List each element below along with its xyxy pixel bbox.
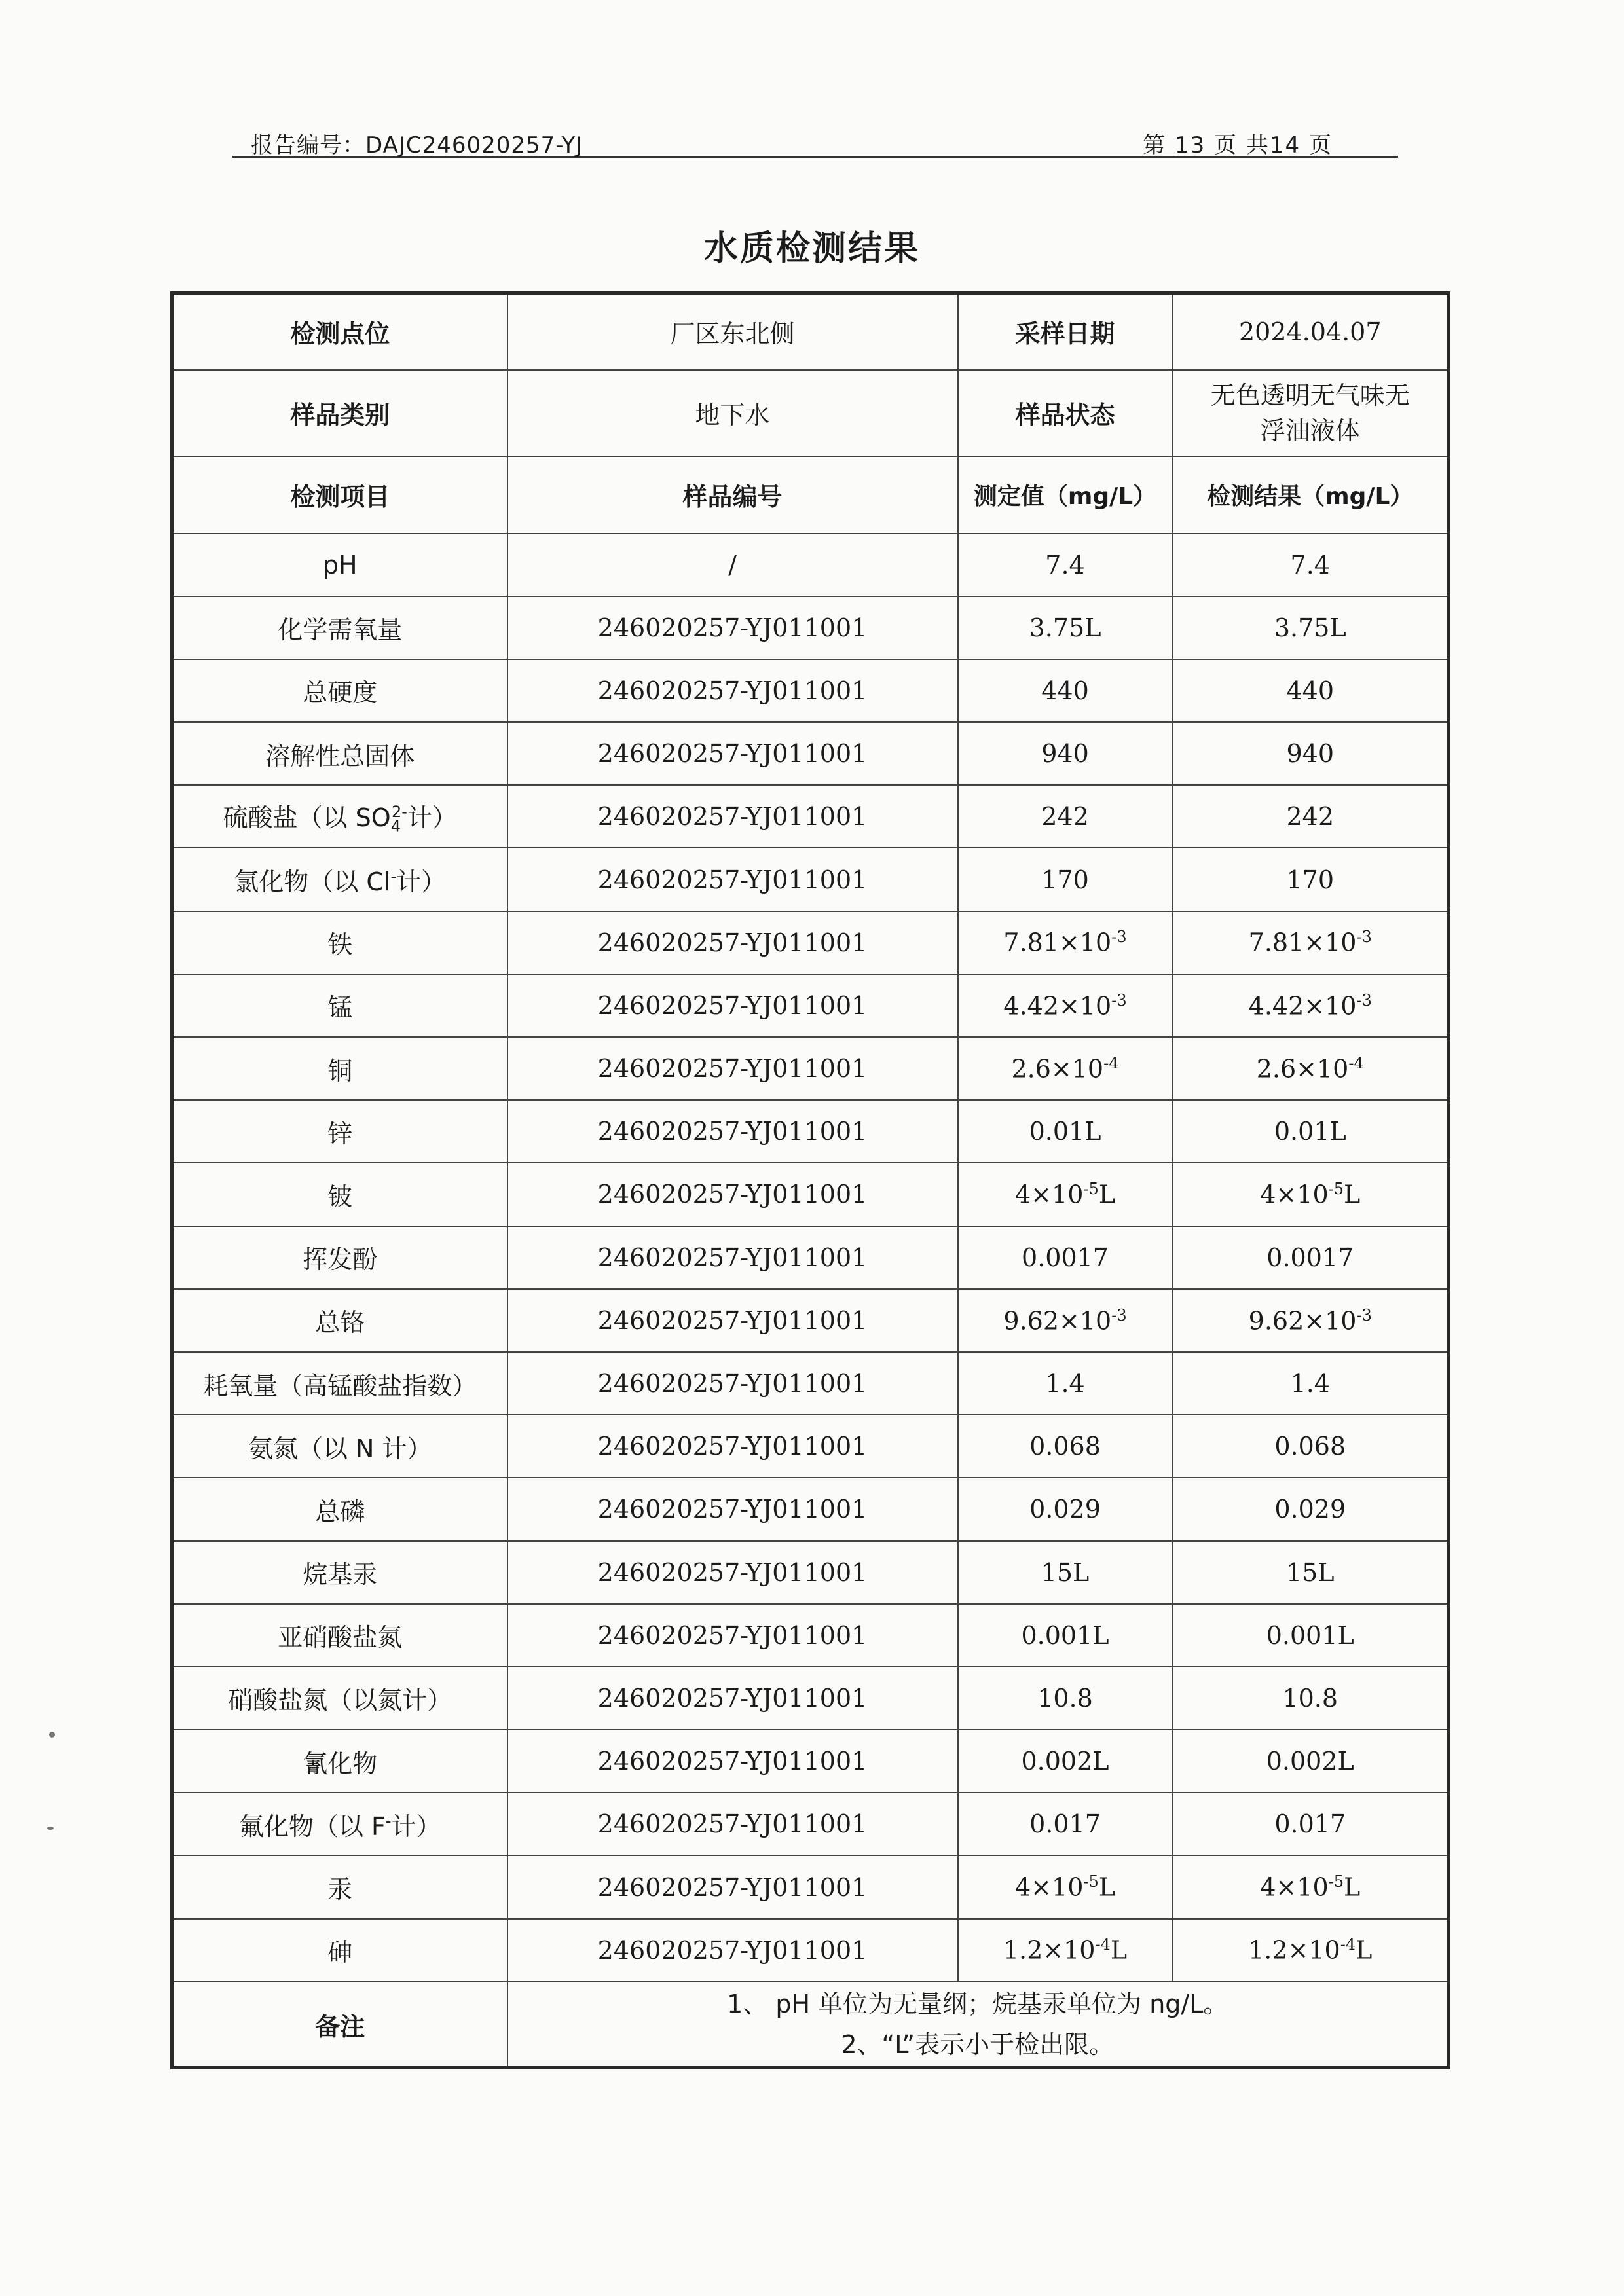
sample-no-cell: 246020257-YJ011001: [507, 1352, 958, 1415]
item-cell: [172, 1541, 507, 1604]
item-cell: [172, 1855, 507, 1918]
item-name-post: 计）: [407, 803, 457, 833]
item-name: 硝酸盐氮（以氮计）: [228, 1686, 452, 1715]
measured-value: [958, 1855, 1173, 1918]
measured-value-suffix: L: [1098, 1180, 1115, 1209]
sample-no-cell: 246020257-YJ011001: [507, 1667, 958, 1730]
sample-no-cell: 246020257-YJ011001: [507, 1100, 958, 1163]
notes-content: [507, 1982, 1449, 2068]
item-name-pre: 硫酸盐（以 SO: [223, 803, 391, 833]
measured-value: [958, 1289, 1173, 1352]
state-value: [1173, 370, 1449, 456]
measured-value: 0.0017: [958, 1226, 1173, 1289]
item-name: 砷: [327, 1938, 353, 1967]
result-value: 0.029: [1173, 1478, 1449, 1540]
item-cell: [172, 974, 507, 1037]
result-value: 940: [1173, 722, 1449, 785]
point-label: 检测点位: [172, 293, 507, 370]
measured-value: 242: [958, 785, 1173, 848]
table-row: [172, 1415, 1449, 1478]
item-name: 铍: [327, 1182, 353, 1211]
result-value: 10.8: [1173, 1667, 1449, 1730]
measured-value: 0.029: [958, 1478, 1173, 1540]
measured-value: 940: [958, 722, 1173, 785]
table-row: [172, 1037, 1449, 1100]
measured-value-exponent: -3: [1111, 1305, 1127, 1324]
point-value: 厂区东北侧: [507, 293, 958, 370]
result-value-base: 7.81×10: [1248, 928, 1357, 958]
measured-value-exponent: -3: [1111, 991, 1127, 1010]
date-value: 2024.04.07: [1173, 293, 1449, 370]
notes-label: 备注: [172, 1982, 507, 2068]
item-name: 烷基汞: [303, 1560, 378, 1590]
table-row: [172, 659, 1449, 722]
measured-value: 170: [958, 848, 1173, 911]
sample-no-cell: 246020257-YJ011001: [507, 722, 958, 785]
item-cell: [172, 722, 507, 785]
measured-value-base: 4×10: [1015, 1180, 1084, 1209]
state-value-line2: 浮油液体: [1260, 416, 1360, 445]
table-row: [172, 534, 1449, 596]
state-label: 样品状态: [958, 370, 1173, 456]
result-value: 0.002L: [1173, 1730, 1449, 1793]
sample-no-cell: 246020257-YJ011001: [507, 1855, 958, 1918]
measured-value: 0.002L: [958, 1730, 1173, 1793]
sample-no-cell: 246020257-YJ011001: [507, 974, 958, 1037]
sample-no-cell: 246020257-YJ011001: [507, 848, 958, 911]
result-value: 0.0017: [1173, 1226, 1449, 1289]
item-superscript: 2-: [391, 803, 407, 822]
measured-value: 15L: [958, 1541, 1173, 1604]
item-name: 汞: [327, 1875, 353, 1904]
measured-value-exponent: -5: [1083, 1872, 1099, 1891]
item-cell: [172, 1415, 507, 1478]
table-row: [172, 1226, 1449, 1289]
info-row-2: [172, 370, 1449, 456]
measured-value: 0.01L: [958, 1100, 1173, 1163]
measured-value: 0.068: [958, 1415, 1173, 1478]
result-value: 0.017: [1173, 1793, 1449, 1855]
type-value: 地下水: [507, 370, 958, 456]
item-cell: [172, 1730, 507, 1793]
item-cell: [172, 659, 507, 722]
sample-no-cell: 246020257-YJ011001: [507, 1289, 958, 1352]
result-value-exponent: -3: [1356, 1305, 1372, 1324]
item-cell: [172, 1667, 507, 1730]
measured-value-base: 4.42×10: [1003, 991, 1112, 1021]
item-superscript: -: [385, 1812, 392, 1831]
item-cell: [172, 1163, 507, 1226]
sample-no-cell: 246020257-YJ011001: [507, 911, 958, 974]
result-value: [1173, 1289, 1449, 1352]
type-label: 样品类别: [172, 370, 507, 456]
measured-value: [958, 1163, 1173, 1226]
item-cell: [172, 1919, 507, 1982]
result-value: 0.01L: [1173, 1100, 1449, 1163]
table-row: [172, 722, 1449, 785]
page-header: [232, 126, 1398, 158]
result-value: [1173, 974, 1449, 1037]
item-name-pre: 氯化物（以 Cl: [234, 867, 391, 897]
page-title: 水质检测结果: [703, 229, 920, 268]
measured-value-exponent: -5: [1083, 1180, 1099, 1199]
result-value-exponent: -4: [1340, 1935, 1356, 1954]
item-name: 铜: [327, 1056, 353, 1085]
item-cell: [172, 911, 507, 974]
result-value-exponent: -4: [1348, 1053, 1364, 1072]
measured-value-base: 4×10: [1015, 1872, 1084, 1902]
item-name: 挥发酚: [303, 1245, 378, 1275]
measured-value: 10.8: [958, 1667, 1173, 1730]
result-value-base: 9.62×10: [1248, 1306, 1357, 1336]
item-name: 化学需氧量: [278, 615, 403, 645]
item-name: 总磷: [315, 1497, 365, 1526]
measured-value-base: 2.6×10: [1011, 1054, 1104, 1084]
result-value: 170: [1173, 848, 1449, 911]
table-row: [172, 974, 1449, 1037]
item-name-post: 计）: [396, 867, 447, 897]
item-name: 氰化物: [303, 1749, 378, 1778]
table-row: [172, 1352, 1449, 1415]
table-row: [172, 1541, 1449, 1604]
column-measured: 测定值（mg/L）: [958, 456, 1173, 534]
measured-value: 3.75L: [958, 596, 1173, 659]
state-value-line1: 无色透明无气味无: [1210, 380, 1410, 410]
table-row: [172, 596, 1449, 659]
item-name: 溶解性总固体: [265, 741, 415, 771]
measured-value: [958, 1919, 1173, 1982]
result-value-base: 4×10: [1260, 1180, 1329, 1209]
measured-value-suffix: L: [1098, 1872, 1115, 1902]
notes-row: [172, 1982, 1449, 2068]
sample-no-cell: 246020257-YJ011001: [507, 659, 958, 722]
result-value-suffix: L: [1356, 1936, 1373, 1965]
info-row-1: [172, 293, 1449, 370]
item-cell: [172, 534, 507, 596]
result-value: 440: [1173, 659, 1449, 722]
item-cell: [172, 1226, 507, 1289]
scan-speck: [49, 1732, 55, 1738]
sample-no-cell: 246020257-YJ011001: [507, 1163, 958, 1226]
measured-value: 0.001L: [958, 1604, 1173, 1667]
result-value: 0.068: [1173, 1415, 1449, 1478]
sample-no-cell: 246020257-YJ011001: [507, 1037, 958, 1100]
measured-value-exponent: -4: [1095, 1935, 1111, 1954]
item-cell: [172, 596, 507, 659]
table-row: [172, 1289, 1449, 1352]
result-value: [1173, 911, 1449, 974]
item-name: 总铬: [315, 1308, 365, 1338]
measured-value: 440: [958, 659, 1173, 722]
result-value: [1173, 1855, 1449, 1918]
measured-value: 0.017: [958, 1793, 1173, 1855]
measured-value: 7.4: [958, 534, 1173, 596]
table-row: [172, 1478, 1449, 1540]
item-cell: [172, 1037, 507, 1100]
item-name: 锌: [327, 1119, 353, 1148]
report-number: 报告编号：DAJC246020257-YJ: [251, 132, 583, 158]
table-row: [172, 848, 1449, 911]
measured-value-exponent: -4: [1103, 1053, 1119, 1072]
result-value: 3.75L: [1173, 596, 1449, 659]
result-value-exponent: -3: [1356, 928, 1372, 947]
result-value-base: 4.42×10: [1248, 991, 1357, 1021]
sample-no-cell: 246020257-YJ011001: [507, 1919, 958, 1982]
result-value-exponent: -3: [1356, 991, 1372, 1010]
result-value: [1173, 1163, 1449, 1226]
result-value-base: 1.2×10: [1248, 1936, 1340, 1965]
measured-value-exponent: -3: [1111, 928, 1127, 947]
measured-value: [958, 1037, 1173, 1100]
item-cell: [172, 848, 507, 911]
table-row: [172, 1855, 1449, 1918]
result-value: [1173, 1037, 1449, 1100]
measured-value-base: 7.81×10: [1003, 928, 1112, 958]
column-header-row: [172, 456, 1449, 534]
result-value: 7.4: [1173, 534, 1449, 596]
table-row: [172, 1919, 1449, 1982]
table-row: [172, 1604, 1449, 1667]
result-value-exponent: -5: [1328, 1872, 1344, 1891]
result-value-base: 2.6×10: [1256, 1054, 1349, 1084]
column-item: 检测项目: [172, 456, 507, 534]
sample-no-cell: 246020257-YJ011001: [507, 1604, 958, 1667]
sample-no-cell: /: [507, 534, 958, 596]
result-value-suffix: L: [1344, 1180, 1361, 1209]
date-label: 采样日期: [958, 293, 1173, 370]
page-number: 第 13 页 共14 页: [1143, 132, 1333, 158]
result-value: [1173, 1919, 1449, 1982]
note-line-2: 2、“L”表示小于检出限。: [841, 2030, 1115, 2060]
item-cell: [172, 1478, 507, 1540]
item-subscript: 4: [390, 817, 401, 836]
sample-no-cell: 246020257-YJ011001: [507, 1541, 958, 1604]
item-name: pH: [322, 550, 358, 579]
sample-no-cell: 246020257-YJ011001: [507, 1226, 958, 1289]
item-cell: [172, 1289, 507, 1352]
item-name-pre: 氟化物（以 F: [238, 1812, 386, 1841]
item-cell: [172, 1100, 507, 1163]
item-cell: [172, 785, 507, 848]
result-value: 1.4: [1173, 1352, 1449, 1415]
result-value: 242: [1173, 785, 1449, 848]
measured-value: 1.4: [958, 1352, 1173, 1415]
results-table: [170, 291, 1450, 2069]
sample-no-cell: 246020257-YJ011001: [507, 1415, 958, 1478]
item-superscript: -: [390, 867, 397, 886]
item-name: 氨氮（以 N 计）: [248, 1434, 432, 1463]
result-value-exponent: -5: [1328, 1180, 1344, 1199]
result-value: 15L: [1173, 1541, 1449, 1604]
table-row: [172, 911, 1449, 974]
table-row: [172, 1667, 1449, 1730]
sample-no-cell: 246020257-YJ011001: [507, 1730, 958, 1793]
sample-no-cell: 246020257-YJ011001: [507, 1478, 958, 1540]
measured-value: [958, 974, 1173, 1037]
measured-value-base: 9.62×10: [1003, 1306, 1112, 1336]
item-name: 铁: [327, 930, 353, 960]
table-row: [172, 1163, 1449, 1226]
table-row: [172, 1793, 1449, 1855]
scan-speck: [47, 1827, 54, 1830]
item-cell: [172, 1604, 507, 1667]
sample-no-cell: 246020257-YJ011001: [507, 1793, 958, 1855]
note-line-1: 1、 pH 单位为无量纲；烷基汞单位为 ng/L。: [727, 1990, 1228, 2019]
result-value-suffix: L: [1344, 1872, 1361, 1902]
measured-value-suffix: L: [1110, 1936, 1128, 1965]
column-result: 检测结果（mg/L）: [1173, 456, 1449, 534]
item-cell: [172, 1352, 507, 1415]
item-name: 总硬度: [303, 678, 378, 708]
table-row: [172, 785, 1449, 848]
item-cell: [172, 1793, 507, 1855]
item-name-post: 计）: [391, 1812, 441, 1841]
measured-value-base: 1.2×10: [1003, 1936, 1096, 1965]
measured-value: [958, 911, 1173, 974]
item-name: 亚硝酸盐氮: [278, 1623, 403, 1652]
table-row: [172, 1730, 1449, 1793]
column-sample-no: 样品编号: [507, 456, 958, 534]
result-value-base: 4×10: [1260, 1872, 1329, 1902]
sample-no-cell: 246020257-YJ011001: [507, 785, 958, 848]
result-value: 0.001L: [1173, 1604, 1449, 1667]
table-row: [172, 1100, 1449, 1163]
item-name: 锰: [327, 993, 353, 1023]
sample-no-cell: 246020257-YJ011001: [507, 596, 958, 659]
item-name: 耗氧量（高锰酸盐指数）: [203, 1371, 477, 1400]
